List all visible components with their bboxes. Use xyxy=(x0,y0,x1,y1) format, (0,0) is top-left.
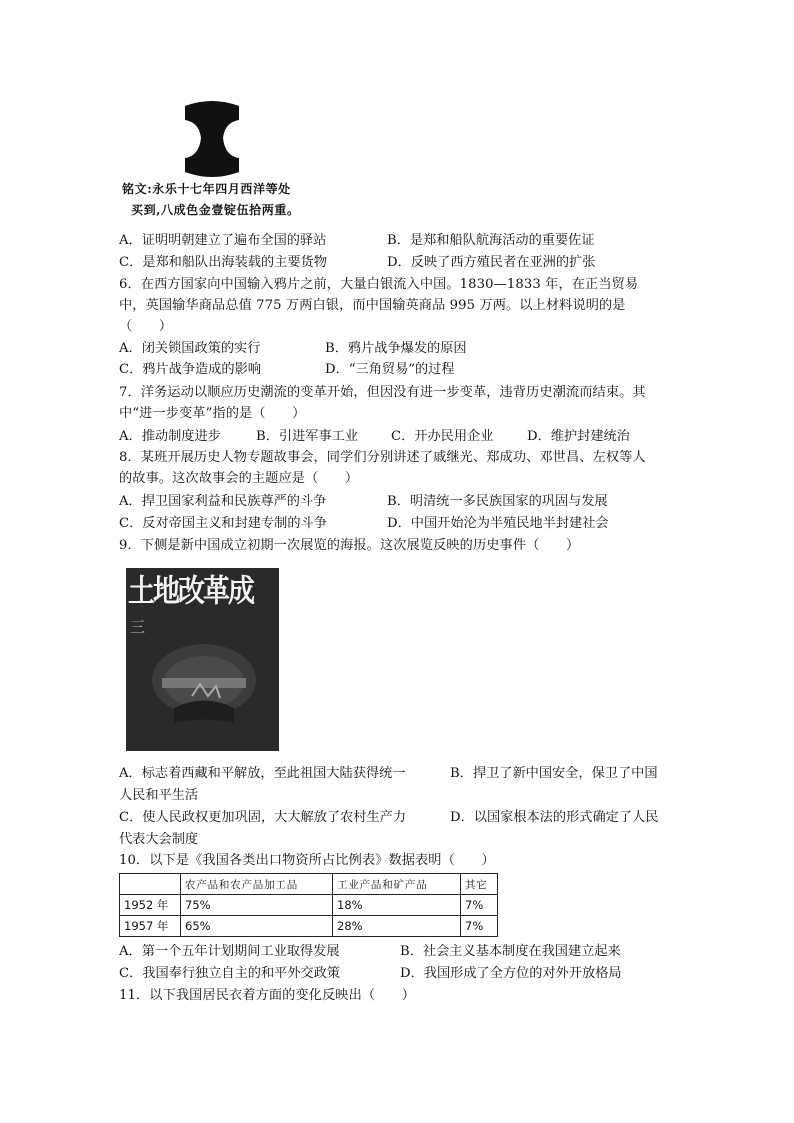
q9-option-b[interactable]: B．捍卫了新中国安全，保卫了中国 xyxy=(450,766,658,781)
export-ratio-table xyxy=(119,873,498,937)
table-header-row xyxy=(120,874,498,895)
poster-artwork-icon xyxy=(144,638,264,738)
ingot-inscription-line1: 铭文:永乐十七年四月西洋等处 xyxy=(122,182,291,196)
q8-stem-line2: 的故事。这次故事会的主题应是（ ） xyxy=(119,471,359,486)
gold-ingot-icon xyxy=(179,100,245,178)
poster-subtitle: 三 xyxy=(130,618,147,636)
q5-option-c[interactable]: C．是郑和船队出海装载的主要货物 xyxy=(119,255,327,270)
q8-option-c[interactable]: C．反对帝国主义和封建专制的斗争 xyxy=(119,516,327,531)
q5-option-b[interactable]: B．是郑和船队航海活动的重要佐证 xyxy=(387,233,595,248)
q6-stem-line2: 中，英国输华商品总值 775 万两白银，而中国输英商品 995 万两。以上材料说明的是 xyxy=(119,298,626,313)
table-cell: 75% xyxy=(181,895,333,916)
table-row xyxy=(120,916,498,937)
q8-option-d[interactable]: D．中国开始沦为半殖民地半封建社会 xyxy=(387,516,609,531)
q5-option-a[interactable]: A．证明明朝建立了遍布全国的驿站 xyxy=(119,233,327,248)
land-reform-poster-image xyxy=(126,568,279,751)
q10-option-d[interactable]: D．我国形成了全方位的对外开放格局 xyxy=(400,966,622,981)
q6-option-a[interactable]: A．闭关锁国政策的实行 xyxy=(119,341,261,356)
q9-option-b-cont[interactable]: 人民和平生活 xyxy=(119,788,199,803)
gold-ingot-image xyxy=(179,100,245,178)
q9-option-a[interactable]: A．标志着西藏和平解放，至此祖国大陆获得统一 xyxy=(119,766,406,781)
table-cell: 18% xyxy=(333,895,461,916)
table-header-cell: 其它 xyxy=(461,874,498,895)
q9-option-c[interactable]: C．使人民政权更加巩固，大大解放了农村生产力 xyxy=(119,810,407,825)
q8-stem-line1: 8．某班开展历史人物专题故事会，同学们分别讲述了戚继光、郑成功、邓世昌、左权等人 xyxy=(119,450,646,465)
table-header-cell: 工业产品和矿产品 xyxy=(333,874,461,895)
q6-stem-line1: 6．在西方国家向中国输入鸦片之前，大量白银流入中国。1830—1833 年，在正当贸易 xyxy=(119,277,639,292)
table-row xyxy=(120,895,498,916)
table-cell: 7% xyxy=(461,916,498,937)
q10-option-a[interactable]: A．第一个五年计划期间工业取得发展 xyxy=(119,944,340,959)
q9-option-d-cont[interactable]: 代表大会制度 xyxy=(119,832,199,847)
table-cell: 65% xyxy=(181,916,333,937)
q10-option-b[interactable]: B．社会主义基本制度在我国建立起来 xyxy=(400,944,621,959)
q9-stem-line1: 9．下侧是新中国成立初期一次展览的海报。这次展览反映的历史事件（ ） xyxy=(119,538,580,553)
q7-stem-line2: 中“进一步变革”指的是（ ） xyxy=(119,406,306,421)
q7-option-a[interactable]: A．推动制度进步 xyxy=(119,429,221,444)
q10-option-c[interactable]: C．我国奉行独立自主的和平外交政策 xyxy=(119,966,341,981)
q9-option-d[interactable]: D．以国家根本法的形式确定了人民 xyxy=(450,810,659,825)
table-cell: 1952 年 xyxy=(120,895,181,916)
table-header-cell xyxy=(120,874,181,895)
poster-title: 土地改革成 xyxy=(128,574,253,610)
table-cell: 28% xyxy=(333,916,461,937)
ingot-inscription-line2: 买到,八成色金壹锭伍拾两重。 xyxy=(131,203,300,217)
q6-answer-blank: （ ） xyxy=(119,319,173,334)
q8-option-a[interactable]: A．捍卫国家利益和民族尊严的斗争 xyxy=(119,494,327,509)
q7-option-d[interactable]: D．维护封建统治 xyxy=(527,429,630,444)
q7-option-c[interactable]: C．开办民用企业 xyxy=(391,429,494,444)
table-header-cell: 农产品和农产品加工品 xyxy=(181,874,333,895)
q8-option-b[interactable]: B．明清统一多民族国家的巩固与发展 xyxy=(387,494,608,509)
q6-option-b[interactable]: B．鸦片战争爆发的原因 xyxy=(325,341,467,356)
q11-stem-line1: 11．以下我国居民衣着方面的变化反映出（ ） xyxy=(119,988,416,1003)
q6-option-c[interactable]: C．鸦片战争造成的影响 xyxy=(119,362,261,377)
q10-stem-line1: 10．以下是《我国各类出口物资所占比例表》数据表明（ ） xyxy=(119,853,495,868)
q7-stem-line1: 7．洋务运动以顺应历史潮流的变革开始，但因没有进一步变革，违背历史潮流而结束。其 xyxy=(119,385,646,400)
table-cell: 7% xyxy=(461,895,498,916)
table-cell: 1957 年 xyxy=(120,916,181,937)
q7-option-b[interactable]: B．引进军事工业 xyxy=(256,429,359,444)
q6-option-d[interactable]: D．“三角贸易”的过程 xyxy=(325,362,455,377)
q5-option-d[interactable]: D．反映了西方殖民者在亚洲的扩张 xyxy=(387,255,596,270)
